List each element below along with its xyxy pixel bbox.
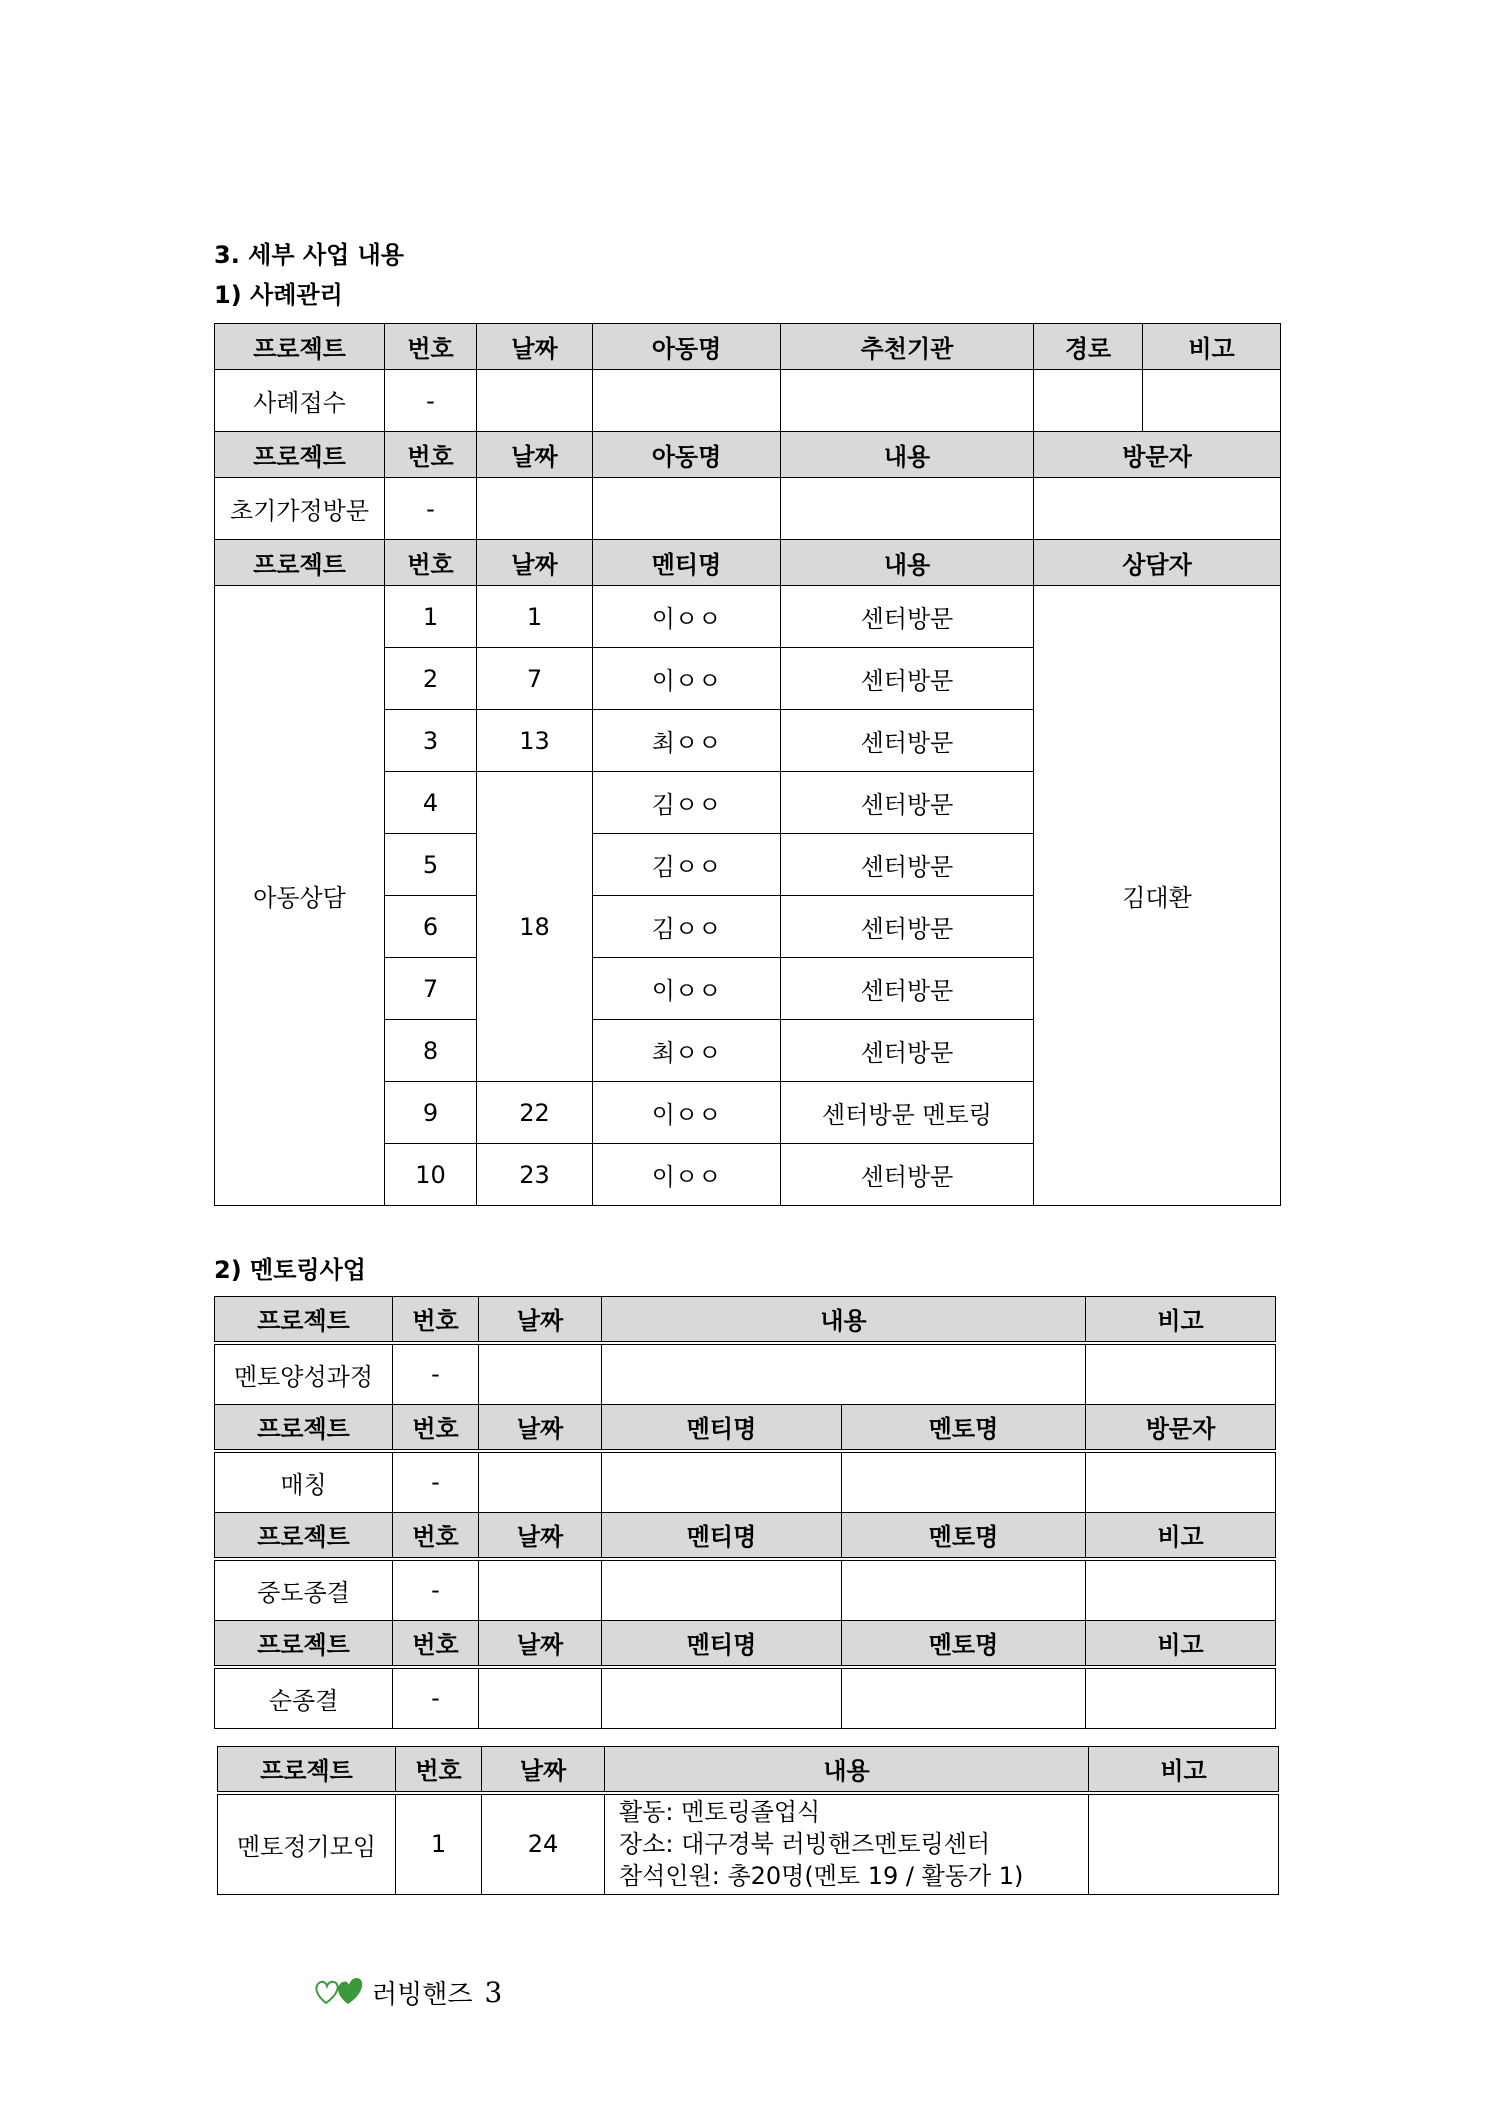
cell-mentee-name — [602, 1559, 842, 1621]
cell-number: 5 — [385, 834, 477, 896]
header-cell: 날짜 — [479, 1621, 602, 1667]
header-cell: 방문자 — [1086, 1405, 1276, 1451]
cell-content: 센터방문 — [781, 648, 1034, 710]
cell-date — [479, 1667, 602, 1729]
cell-content: 센터방문 — [781, 586, 1034, 648]
cell-note — [1143, 370, 1281, 432]
cell-number: 7 — [385, 958, 477, 1020]
table-row — [218, 1793, 1279, 1895]
cell-project: 아동상담 — [215, 586, 385, 1206]
header-cell: 비고 — [1089, 1747, 1279, 1793]
cell-mentee-name: 최ㅇㅇ — [593, 710, 781, 772]
table-row — [215, 1343, 1276, 1405]
table-row — [215, 1667, 1276, 1729]
cell-date — [479, 1451, 602, 1513]
cell-date: 7 — [477, 648, 593, 710]
header-cell: 멘토명 — [842, 1405, 1086, 1451]
cell-date: 13 — [477, 710, 593, 772]
cell-date: 24 — [482, 1793, 605, 1895]
table-row — [215, 1451, 1276, 1513]
cell-mentor-name — [842, 1451, 1086, 1513]
header-cell: 프로젝트 — [215, 1405, 393, 1451]
cell-mentee-name: 이ㅇㅇ — [593, 958, 781, 1020]
cell-child-name — [593, 370, 781, 432]
footer-logo — [312, 1972, 502, 2012]
cell-mentee-name: 이ㅇㅇ — [593, 648, 781, 710]
header-cell: 경로 — [1034, 324, 1143, 370]
cell-mentee-name: 이ㅇㅇ — [593, 586, 781, 648]
cell-number: 6 — [385, 896, 477, 958]
header-cell: 내용 — [781, 432, 1034, 478]
header-cell: 내용 — [605, 1747, 1089, 1793]
header-cell: 날짜 — [479, 1405, 602, 1451]
cell-date — [479, 1343, 602, 1405]
header-cell: 멘티명 — [602, 1405, 842, 1451]
footer-brand: 러빙핸즈 — [372, 1979, 473, 2010]
cell-number: 1 — [396, 1793, 482, 1895]
header-cell: 번호 — [393, 1621, 479, 1667]
header-cell: 아동명 — [593, 324, 781, 370]
table-header-row — [218, 1747, 1279, 1793]
header-cell: 멘티명 — [602, 1621, 842, 1667]
header-cell: 비고 — [1086, 1297, 1276, 1343]
cell-number: - — [385, 370, 477, 432]
cell-counselor: 김대환 — [1034, 586, 1281, 1206]
cell-date: 1 — [477, 586, 593, 648]
header-cell: 프로젝트 — [215, 324, 385, 370]
cell-project: 사례접수 — [215, 370, 385, 432]
header-cell: 멘티명 — [593, 540, 781, 586]
cell-route — [1034, 370, 1143, 432]
cell-content — [605, 1793, 1089, 1895]
header-cell: 번호 — [393, 1513, 479, 1559]
cell-visitor — [1086, 1451, 1276, 1513]
header-cell: 상담자 — [1034, 540, 1281, 586]
cell-mentee-name: 최ㅇㅇ — [593, 1020, 781, 1082]
two-hearts-leaf-icon — [312, 1973, 368, 2011]
cell-number: - — [385, 478, 477, 540]
section-title: 3. 세부 사업 내용 — [214, 241, 404, 269]
cell-number: - — [393, 1667, 479, 1729]
cell-mentee-name — [602, 1667, 842, 1729]
cell-project: 순종결 — [215, 1667, 393, 1729]
cell-number: - — [393, 1559, 479, 1621]
cell-mentee-name: 이ㅇㅇ — [593, 1144, 781, 1206]
table-row — [215, 370, 1281, 432]
table-header-row — [215, 1513, 1276, 1559]
header-cell: 비고 — [1086, 1621, 1276, 1667]
header-cell: 멘티명 — [602, 1513, 842, 1559]
cell-note — [1086, 1343, 1276, 1405]
table-row — [215, 478, 1281, 540]
content-line-location: 장소: 대구경북 러빙핸즈멘토링센터 — [619, 1830, 991, 1859]
cell-content: 센터방문 — [781, 772, 1034, 834]
header-cell: 프로젝트 — [215, 540, 385, 586]
header-cell: 프로젝트 — [218, 1747, 396, 1793]
mentor-meeting-table — [217, 1746, 1279, 1895]
cell-number: - — [393, 1343, 479, 1405]
cell-project: 멘토정기모임 — [218, 1793, 396, 1895]
cell-project: 매칭 — [215, 1451, 393, 1513]
cell-child-name — [593, 478, 781, 540]
mentoring-table — [214, 1296, 1276, 1729]
header-cell: 비고 — [1143, 324, 1281, 370]
header-cell: 번호 — [396, 1747, 482, 1793]
subsection-title-mentoring: 2) 멘토링사업 — [214, 1256, 366, 1284]
header-cell: 프로젝트 — [215, 1297, 393, 1343]
header-cell: 날짜 — [479, 1297, 602, 1343]
table-header-row — [215, 1405, 1276, 1451]
cell-content: 센터방문 — [781, 958, 1034, 1020]
header-cell: 번호 — [393, 1405, 479, 1451]
subsection-title-case-management: 1) 사례관리 — [214, 281, 343, 309]
header-cell: 번호 — [385, 324, 477, 370]
cell-content: 센터방문 — [781, 896, 1034, 958]
header-cell: 방문자 — [1034, 432, 1281, 478]
header-cell: 내용 — [781, 540, 1034, 586]
table-header-row — [215, 1297, 1276, 1343]
header-cell: 프로젝트 — [215, 432, 385, 478]
cell-number: 8 — [385, 1020, 477, 1082]
cell-date — [479, 1559, 602, 1621]
cell-number: 1 — [385, 586, 477, 648]
header-cell: 멘토명 — [842, 1621, 1086, 1667]
table-header-row — [215, 540, 1281, 586]
header-cell: 날짜 — [477, 324, 593, 370]
cell-mentor-name — [842, 1667, 1086, 1729]
header-cell: 프로젝트 — [215, 1621, 393, 1667]
header-cell: 프로젝트 — [215, 1513, 393, 1559]
cell-mentee-name: 김ㅇㅇ — [593, 834, 781, 896]
content-line-activity: 활동: 멘토링졸업식 — [619, 1798, 821, 1827]
cell-date: 22 — [477, 1082, 593, 1144]
header-cell: 날짜 — [477, 432, 593, 478]
cell-mentee-name: 김ㅇㅇ — [593, 772, 781, 834]
cell-content: 센터방문 — [781, 834, 1034, 896]
header-cell: 내용 — [602, 1297, 1086, 1343]
content-line-attendees: 참석인원: 총20명(멘토 19 / 활동가 1) — [619, 1862, 1024, 1891]
cell-number: 10 — [385, 1144, 477, 1206]
header-cell: 비고 — [1086, 1513, 1276, 1559]
cell-number: - — [393, 1451, 479, 1513]
cell-date: 23 — [477, 1144, 593, 1206]
header-cell: 멘토명 — [842, 1513, 1086, 1559]
page-number: 3 — [484, 1975, 503, 2009]
header-cell: 날짜 — [479, 1513, 602, 1559]
header-cell: 아동명 — [593, 432, 781, 478]
header-cell: 번호 — [385, 540, 477, 586]
cell-number: 4 — [385, 772, 477, 834]
header-cell: 추천기관 — [781, 324, 1034, 370]
cell-project: 중도종결 — [215, 1559, 393, 1621]
cell-mentor-name — [842, 1559, 1086, 1621]
cell-content: 센터방문 멘토링 — [781, 1082, 1034, 1144]
cell-number: 9 — [385, 1082, 477, 1144]
cell-date: 18 — [477, 772, 593, 1082]
cell-content: 센터방문 — [781, 1020, 1034, 1082]
header-cell: 날짜 — [477, 540, 593, 586]
table-header-row — [215, 1621, 1276, 1667]
cell-mentee-name: 김ㅇㅇ — [593, 896, 781, 958]
header-cell: 번호 — [393, 1297, 479, 1343]
case-management-table — [214, 323, 1281, 1206]
cell-number: 2 — [385, 648, 477, 710]
table-header-row — [215, 324, 1281, 370]
cell-content: 센터방문 — [781, 710, 1034, 772]
cell-note — [1089, 1793, 1279, 1895]
cell-mentee-name: 이ㅇㅇ — [593, 1082, 781, 1144]
cell-project: 멘토양성과정 — [215, 1343, 393, 1405]
cell-agency — [781, 370, 1034, 432]
table-row — [215, 586, 1281, 648]
cell-note — [1086, 1559, 1276, 1621]
cell-note — [1086, 1667, 1276, 1729]
cell-date — [477, 370, 593, 432]
cell-content: 센터방문 — [781, 1144, 1034, 1206]
header-cell: 번호 — [385, 432, 477, 478]
cell-content — [602, 1343, 1086, 1405]
cell-content — [781, 478, 1034, 540]
cell-project: 초기가정방문 — [215, 478, 385, 540]
cell-date — [477, 478, 593, 540]
cell-visitor — [1034, 478, 1281, 540]
header-cell: 날짜 — [482, 1747, 605, 1793]
table-header-row — [215, 432, 1281, 478]
cell-mentee-name — [602, 1451, 842, 1513]
cell-number: 3 — [385, 710, 477, 772]
table-row — [215, 1559, 1276, 1621]
